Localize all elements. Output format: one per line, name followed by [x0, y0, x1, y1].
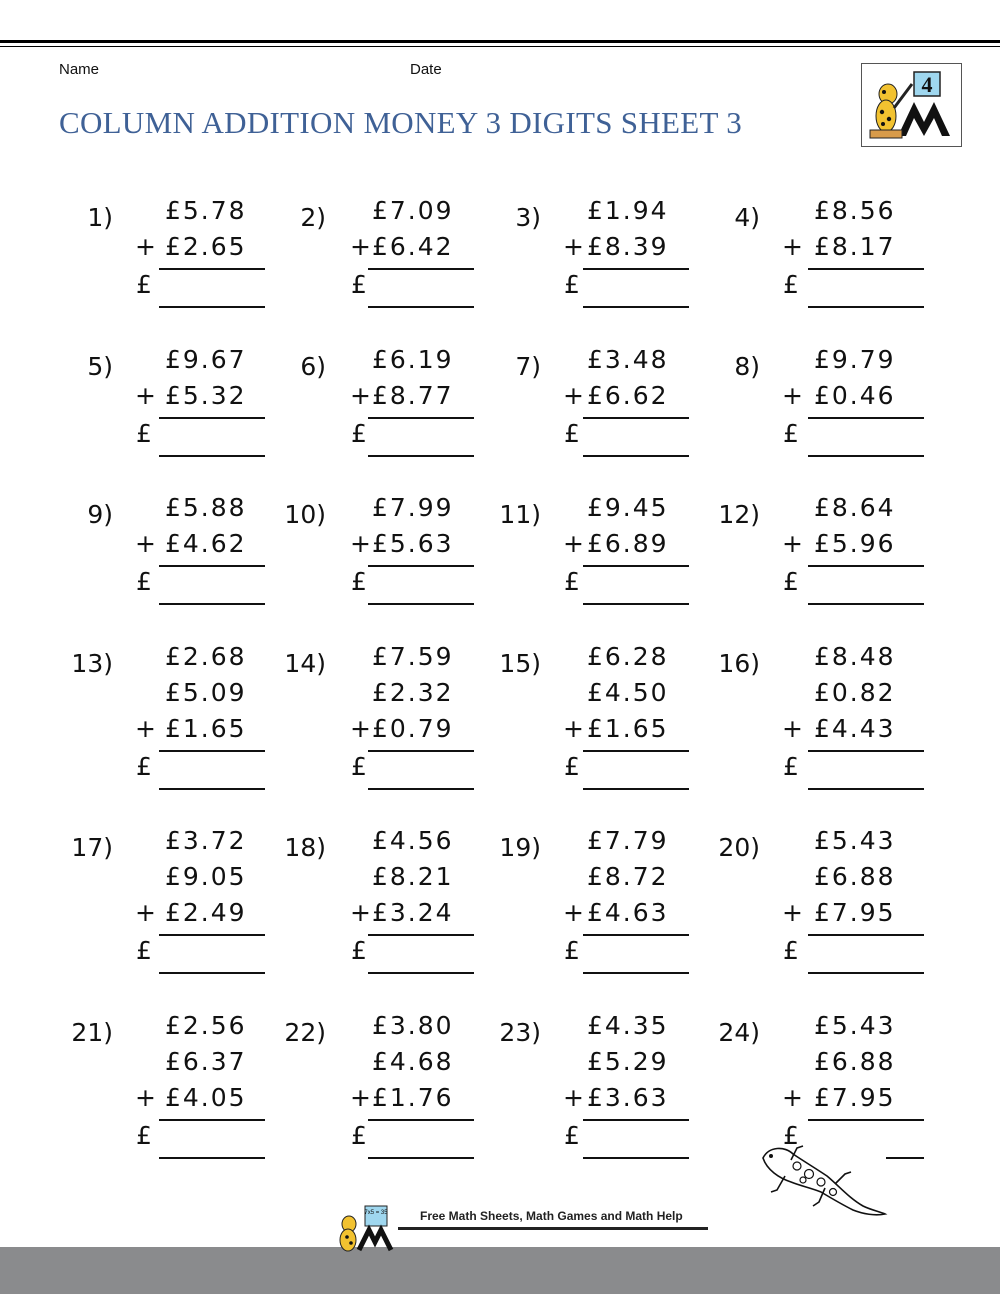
plus-sign: +: [782, 232, 803, 261]
sum-rule: [368, 565, 474, 567]
last-addend: £0.46: [814, 381, 896, 410]
answer-currency: £: [351, 1121, 367, 1150]
sum-rule: [159, 750, 265, 752]
salamander-icon: [755, 1140, 890, 1222]
sum-rule: [808, 417, 924, 419]
addend: £8.72: [587, 862, 669, 891]
last-addend: £4.43: [814, 714, 896, 743]
plus-sign: +: [350, 232, 371, 261]
last-addend: £4.05: [165, 1083, 247, 1112]
grade-logo-icon: [862, 64, 961, 146]
sum-rule: [808, 268, 924, 270]
addend: £4.50: [587, 678, 669, 707]
addend: £3.72: [165, 826, 247, 855]
answer-blank[interactable]: [368, 603, 474, 605]
addend: £9.67: [165, 345, 247, 374]
problem-number: 12): [718, 500, 760, 529]
addend: £9.79: [814, 345, 896, 374]
answer-currency: £: [351, 936, 367, 965]
answer-currency: £: [783, 567, 799, 596]
sum-rule: [808, 750, 924, 752]
addend: £2.56: [165, 1011, 247, 1040]
answer-currency: £: [564, 270, 580, 299]
logo-grade: 4: [921, 72, 933, 97]
answer-currency: £: [136, 270, 152, 299]
addend: £6.37: [165, 1047, 247, 1076]
addend: £4.68: [372, 1047, 454, 1076]
addend: £8.56: [814, 196, 896, 225]
last-addend: £8.77: [372, 381, 454, 410]
sum-rule: [368, 417, 474, 419]
answer-currency: £: [136, 419, 152, 448]
addend: £8.64: [814, 493, 896, 522]
problem-number: 16): [718, 649, 760, 678]
plus-sign: +: [135, 529, 156, 558]
sum-rule: [583, 417, 689, 419]
last-addend: £3.24: [372, 898, 454, 927]
plus-sign: +: [782, 898, 803, 927]
answer-blank[interactable]: [808, 972, 924, 974]
sum-rule: [808, 565, 924, 567]
addend: £7.09: [372, 196, 454, 225]
problem-number: 7): [515, 352, 541, 381]
problem-number: 6): [300, 352, 326, 381]
addend: £3.80: [372, 1011, 454, 1040]
addend: £9.45: [587, 493, 669, 522]
answer-blank[interactable]: [159, 1157, 265, 1159]
sum-rule: [368, 934, 474, 936]
page-title: COLUMN ADDITION MONEY 3 DIGITS SHEET 3: [59, 105, 743, 140]
addend: £6.88: [814, 862, 896, 891]
answer-currency: £: [564, 567, 580, 596]
answer-blank[interactable]: [583, 788, 689, 790]
answer-currency: £: [783, 936, 799, 965]
sum-rule: [368, 268, 474, 270]
addend: £0.82: [814, 678, 896, 707]
answer-currency: £: [351, 567, 367, 596]
plus-sign: +: [782, 714, 803, 743]
answer-blank[interactable]: [808, 455, 924, 457]
answer-currency: £: [351, 419, 367, 448]
plus-sign: +: [350, 1083, 371, 1112]
answer-blank[interactable]: [808, 603, 924, 605]
plus-sign: +: [563, 232, 584, 261]
answer-blank[interactable]: [159, 788, 265, 790]
plus-sign: +: [563, 714, 584, 743]
last-addend: £5.32: [165, 381, 247, 410]
name-label: Name: [59, 61, 100, 78]
problem-number: 17): [71, 833, 113, 862]
problem-number: 24): [718, 1018, 760, 1047]
problem-number: 23): [499, 1018, 541, 1047]
sum-rule: [583, 1119, 689, 1121]
top-rule-thin: [0, 46, 1000, 47]
sum-rule: [159, 417, 265, 419]
answer-blank[interactable]: [159, 972, 265, 974]
answer-blank[interactable]: [159, 603, 265, 605]
answer-blank[interactable]: [368, 455, 474, 457]
answer-currency: £: [564, 419, 580, 448]
addend: £5.88: [165, 493, 247, 522]
plus-sign: +: [135, 898, 156, 927]
plus-sign: +: [563, 529, 584, 558]
answer-blank[interactable]: [583, 1157, 689, 1159]
plus-sign: +: [135, 1083, 156, 1112]
sum-rule: [159, 1119, 265, 1121]
last-addend: £0.79: [372, 714, 454, 743]
last-addend: £1.76: [372, 1083, 454, 1112]
top-rule: [0, 40, 1000, 43]
sum-rule: [159, 565, 265, 567]
addend: £2.68: [165, 642, 247, 671]
plus-sign: +: [563, 898, 584, 927]
problem-number: 18): [284, 833, 326, 862]
answer-blank[interactable]: [368, 306, 474, 308]
answer-currency: £: [136, 1121, 152, 1150]
answer-blank[interactable]: [368, 972, 474, 974]
footer-band: [0, 1247, 1000, 1294]
footer-tagline: Free Math Sheets, Math Games and Math Help: [420, 1209, 683, 1223]
addend: £7.59: [372, 642, 454, 671]
problem-number: 2): [300, 203, 326, 232]
addend: £5.09: [165, 678, 247, 707]
answer-blank[interactable]: [808, 306, 924, 308]
problem-number: 4): [734, 203, 760, 232]
addend: £9.05: [165, 862, 247, 891]
addend: £4.56: [372, 826, 454, 855]
last-addend: £2.65: [165, 232, 247, 261]
answer-currency: £: [136, 936, 152, 965]
addend: £8.48: [814, 642, 896, 671]
sum-rule: [368, 1119, 474, 1121]
problem-number: 19): [499, 833, 541, 862]
last-addend: £8.39: [587, 232, 669, 261]
addend: £5.29: [587, 1047, 669, 1076]
answer-blank[interactable]: [808, 788, 924, 790]
footer-logo-badge: 7x5 = 35: [364, 1210, 388, 1216]
addend: £1.94: [587, 196, 669, 225]
last-addend: £3.63: [587, 1083, 669, 1112]
last-addend: £4.62: [165, 529, 247, 558]
sum-rule: [583, 750, 689, 752]
answer-currency: £: [783, 419, 799, 448]
problem-number: 15): [499, 649, 541, 678]
answer-currency: £: [783, 270, 799, 299]
answer-blank[interactable]: [159, 306, 265, 308]
last-addend: £6.42: [372, 232, 454, 261]
answer-currency: £: [783, 1121, 799, 1150]
plus-sign: +: [135, 714, 156, 743]
footer-rule: [398, 1227, 708, 1230]
plus-sign: +: [350, 529, 371, 558]
plus-sign: +: [782, 529, 803, 558]
answer-blank[interactable]: [583, 603, 689, 605]
answer-currency: £: [351, 752, 367, 781]
answer-currency: £: [564, 936, 580, 965]
addend: £7.79: [587, 826, 669, 855]
addend: £8.21: [372, 862, 454, 891]
last-addend: £6.89: [587, 529, 669, 558]
answer-currency: £: [351, 270, 367, 299]
last-addend: £2.49: [165, 898, 247, 927]
addend: £5.43: [814, 826, 896, 855]
plus-sign: +: [350, 381, 371, 410]
plus-sign: +: [135, 232, 156, 261]
addend: £5.78: [165, 196, 247, 225]
problem-number: 14): [284, 649, 326, 678]
addend: £2.32: [372, 678, 454, 707]
footer-logo-icon: [335, 1204, 395, 1252]
answer-currency: £: [783, 752, 799, 781]
plus-sign: +: [782, 1083, 803, 1112]
answer-currency: £: [564, 752, 580, 781]
last-addend: £7.95: [814, 1083, 896, 1112]
addend: £7.99: [372, 493, 454, 522]
sum-rule: [583, 268, 689, 270]
sum-rule: [808, 934, 924, 936]
sum-rule: [583, 565, 689, 567]
last-addend: £8.17: [814, 232, 896, 261]
answer-currency: £: [136, 752, 152, 781]
problem-number: 11): [499, 500, 541, 529]
last-addend: £4.63: [587, 898, 669, 927]
problem-number: 9): [87, 500, 113, 529]
problem-number: 13): [71, 649, 113, 678]
plus-sign: +: [350, 714, 371, 743]
last-addend: £1.65: [587, 714, 669, 743]
addend: £5.43: [814, 1011, 896, 1040]
plus-sign: +: [350, 898, 371, 927]
addend: £3.48: [587, 345, 669, 374]
sum-rule: [808, 1119, 924, 1121]
sum-rule: [583, 934, 689, 936]
answer-currency: £: [136, 567, 152, 596]
last-addend: £6.62: [587, 381, 669, 410]
sum-rule: [159, 934, 265, 936]
problem-number: 1): [87, 203, 113, 232]
problem-number: 20): [718, 833, 760, 862]
answer-blank[interactable]: [368, 788, 474, 790]
last-addend: £7.95: [814, 898, 896, 927]
problem-number: 3): [515, 203, 541, 232]
problem-number: 5): [87, 352, 113, 381]
addend: £6.28: [587, 642, 669, 671]
plus-sign: +: [563, 381, 584, 410]
addend: £6.19: [372, 345, 454, 374]
answer-blank[interactable]: [159, 455, 265, 457]
problem-number: 10): [284, 500, 326, 529]
date-label: Date: [410, 61, 442, 78]
plus-sign: +: [135, 381, 156, 410]
problem-number: 22): [284, 1018, 326, 1047]
addend: £6.88: [814, 1047, 896, 1076]
answer-blank[interactable]: [583, 455, 689, 457]
problem-number: 21): [71, 1018, 113, 1047]
last-addend: £5.96: [814, 529, 896, 558]
sum-rule: [159, 268, 265, 270]
answer-blank[interactable]: [368, 1157, 474, 1159]
last-addend: £1.65: [165, 714, 247, 743]
answer-blank[interactable]: [583, 306, 689, 308]
plus-sign: +: [563, 1083, 584, 1112]
answer-blank[interactable]: [886, 1157, 924, 1159]
sum-rule: [368, 750, 474, 752]
answer-blank[interactable]: [583, 972, 689, 974]
plus-sign: +: [782, 381, 803, 410]
last-addend: £5.63: [372, 529, 454, 558]
addend: £4.35: [587, 1011, 669, 1040]
footer-logo: [335, 1204, 395, 1252]
answer-currency: £: [564, 1121, 580, 1150]
grade-logo: [861, 63, 962, 147]
problem-number: 8): [734, 352, 760, 381]
